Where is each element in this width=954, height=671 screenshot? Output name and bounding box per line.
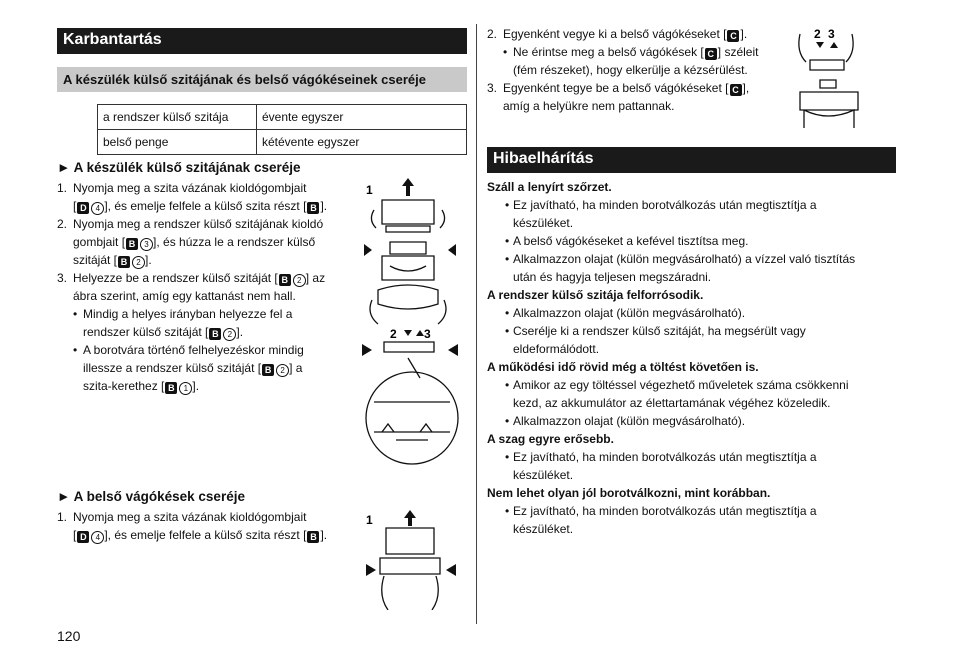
outer-foil-heading: ► A készülék külső szitájának cseréje bbox=[57, 160, 301, 175]
svg-text:3: 3 bbox=[424, 327, 431, 341]
step-1-line2: [ D 4 ], és emelje felfele a külső szita részt [ B ]. bbox=[73, 528, 328, 542]
table-cell: a rendszer külső szitája bbox=[98, 105, 257, 130]
bullet-item: • Ne érintse meg a belső vágókések [ C ] széleit bbox=[503, 45, 759, 59]
circled-number: 2 bbox=[132, 256, 145, 269]
column-divider bbox=[476, 24, 477, 624]
circled-number: 2 bbox=[276, 364, 289, 377]
step-3-line2: amíg a helyükre nem pattannak. bbox=[503, 99, 675, 113]
bullet-item: • Amikor az egy töltéssel végezhető műveletek száma csökkenni bbox=[505, 378, 849, 392]
key-c-icon: C bbox=[705, 48, 717, 60]
svg-text:1: 1 bbox=[366, 183, 373, 197]
bullet-item: • Alkalmazzon olajat (külön megvásárolható). bbox=[505, 306, 746, 320]
illustration-inner-blade-insert bbox=[790, 26, 870, 134]
bullet-icon: • bbox=[505, 252, 510, 266]
key-b-icon: B bbox=[307, 202, 319, 214]
section-title-maintenance: Karbantartás bbox=[57, 28, 467, 54]
trouble-heading: A rendszer külső szitája felforrósodik. bbox=[487, 288, 704, 302]
svg-text:3: 3 bbox=[828, 27, 835, 41]
key-d-icon: D bbox=[77, 531, 89, 543]
step-2: 2. Nyomja meg a rendszer külső szitájának kioldó bbox=[57, 217, 324, 231]
bullet-line: (fém részeket), hogy elkerülje a kézsérülést. bbox=[513, 63, 748, 77]
circled-number: 2 bbox=[223, 328, 236, 341]
key-b-icon: B bbox=[126, 238, 138, 250]
illustration-outer-foil-replacement bbox=[360, 170, 468, 470]
step-2: 2. Egyenként vegye ki a belső vágókéseket [ C ]. bbox=[487, 27, 748, 41]
bullet-item: • Alkalmazzon olajat (külön megvásárolható). bbox=[505, 414, 746, 428]
illustration-inner-blade-removal bbox=[360, 510, 468, 610]
troubleshooting-list bbox=[487, 178, 897, 538]
key-b-icon: B bbox=[279, 274, 291, 286]
step-1-line2: [ D 4 ], és emelje felfele a külső szita részt [ B ]. bbox=[73, 199, 328, 213]
trouble-heading: A működési idő rövid még a töltést követően is. bbox=[487, 360, 759, 374]
circled-number: 4 bbox=[91, 202, 104, 215]
table-cell: belső penge bbox=[98, 130, 257, 155]
trouble-heading: Száll a lenyírt szőrzet. bbox=[487, 180, 612, 194]
svg-text:2: 2 bbox=[814, 27, 821, 41]
circled-number: 4 bbox=[91, 531, 104, 544]
table-row bbox=[98, 130, 467, 155]
key-b-icon: B bbox=[118, 256, 130, 268]
bullet-line: kezd, az akkumulátor az élettartamának végéhez közeledik. bbox=[513, 396, 831, 410]
bullet-item: • Alkalmazzon olajat (külön megvásárolható) a vízzel való tisztítás bbox=[505, 252, 856, 266]
step-3: 3. Egyenként tegye be a belső vágókéseket [ C ], bbox=[487, 81, 750, 95]
bullet-icon: • bbox=[505, 504, 510, 518]
bullet-line: után és hagyja teljesen megszáradni. bbox=[513, 270, 712, 284]
step-2-line3: szitáját [ B 2 ]. bbox=[73, 253, 152, 267]
step-1: 1. Nyomja meg a szita vázának kioldógombjait bbox=[57, 510, 307, 524]
table-cell: kétévente egyszer bbox=[257, 130, 467, 155]
svg-text:2: 2 bbox=[390, 327, 397, 341]
key-b-icon: B bbox=[307, 531, 319, 543]
bullet-icon: • bbox=[505, 414, 510, 428]
key-b-icon: B bbox=[209, 328, 221, 340]
bullet-item: • Ez javítható, ha minden borotválkozás után megtisztítja a bbox=[505, 450, 817, 464]
step-3-line2: ábra szerint, amíg egy kattanást nem hall. bbox=[73, 289, 296, 303]
step-2-line2: gombjait [ B 3 ], és húzza le a rendszer külső bbox=[73, 235, 316, 249]
bullet-item: • Ez javítható, ha minden borotválkozás után megtisztítja a bbox=[505, 198, 817, 212]
bullet-item: • Mindig a helyes irányban helyezze fel a bbox=[73, 307, 293, 321]
table-cell: évente egyszer bbox=[257, 105, 467, 130]
bullet-icon: • bbox=[505, 450, 510, 464]
replacement-table bbox=[97, 104, 467, 155]
bullet-line: rendszer külső szitáját [ B 2 ]. bbox=[83, 325, 244, 339]
table-row bbox=[98, 105, 467, 130]
bullet-icon: • bbox=[505, 234, 510, 248]
trouble-heading: Nem lehet olyan jól borotválkozni, mint korábban. bbox=[487, 486, 771, 500]
step-text: Nyomja meg a szita vázának kioldógombjait bbox=[73, 181, 307, 195]
bullet-icon: • bbox=[505, 324, 510, 338]
key-c-icon: C bbox=[727, 30, 739, 42]
section-title-troubleshooting: Hibaelhárítás bbox=[487, 147, 896, 173]
svg-text:1: 1 bbox=[366, 513, 373, 527]
bullet-item: • Cserélje ki a rendszer külső szitáját, ha megsérült vagy bbox=[505, 324, 806, 338]
bullet-icon: • bbox=[505, 306, 510, 320]
bullet-line: illessze a rendszer külső szitáját [ B 2 ] a bbox=[83, 361, 303, 375]
subsection-title: A készülék külső szitájának és belső vágókéseinek cseréje bbox=[57, 67, 467, 92]
step-number: 1. bbox=[57, 181, 68, 195]
bullet-icon: • bbox=[505, 198, 510, 212]
circled-number: 3 bbox=[140, 238, 153, 251]
bullet-item: • A borotvára történő felhelyezéskor mindig bbox=[73, 343, 304, 357]
trouble-heading: A szag egyre erősebb. bbox=[487, 432, 614, 446]
circled-number: 2 bbox=[293, 274, 306, 287]
step-1 bbox=[57, 179, 307, 197]
inner-blades-heading: ► A belső vágókések cseréje bbox=[57, 489, 245, 504]
bullet-line: készüléket. bbox=[513, 522, 574, 536]
bullet-icon: • bbox=[505, 378, 510, 392]
bullet-line: szita-kerethez [ B 1 ]. bbox=[83, 379, 200, 393]
circled-number: 1 bbox=[179, 382, 192, 395]
bullet-item: • A belső vágókéseket a kefével tisztítsa meg. bbox=[505, 234, 749, 248]
bullet-item: • Ez javítható, ha minden borotválkozás után megtisztítja a bbox=[505, 504, 817, 518]
step-3: 3. Helyezze be a rendszer külső szitáját [ B 2 ] az bbox=[57, 271, 326, 285]
bullet-line: készüléket. bbox=[513, 468, 574, 482]
bullet-line: eldeformálódott. bbox=[513, 342, 600, 356]
key-b-icon: B bbox=[165, 382, 177, 394]
key-d-icon: D bbox=[77, 202, 89, 214]
page-number: 120 bbox=[57, 628, 81, 644]
key-c-icon: C bbox=[730, 84, 742, 96]
key-b-icon: B bbox=[262, 364, 274, 376]
bullet-line: készüléket. bbox=[513, 216, 574, 230]
